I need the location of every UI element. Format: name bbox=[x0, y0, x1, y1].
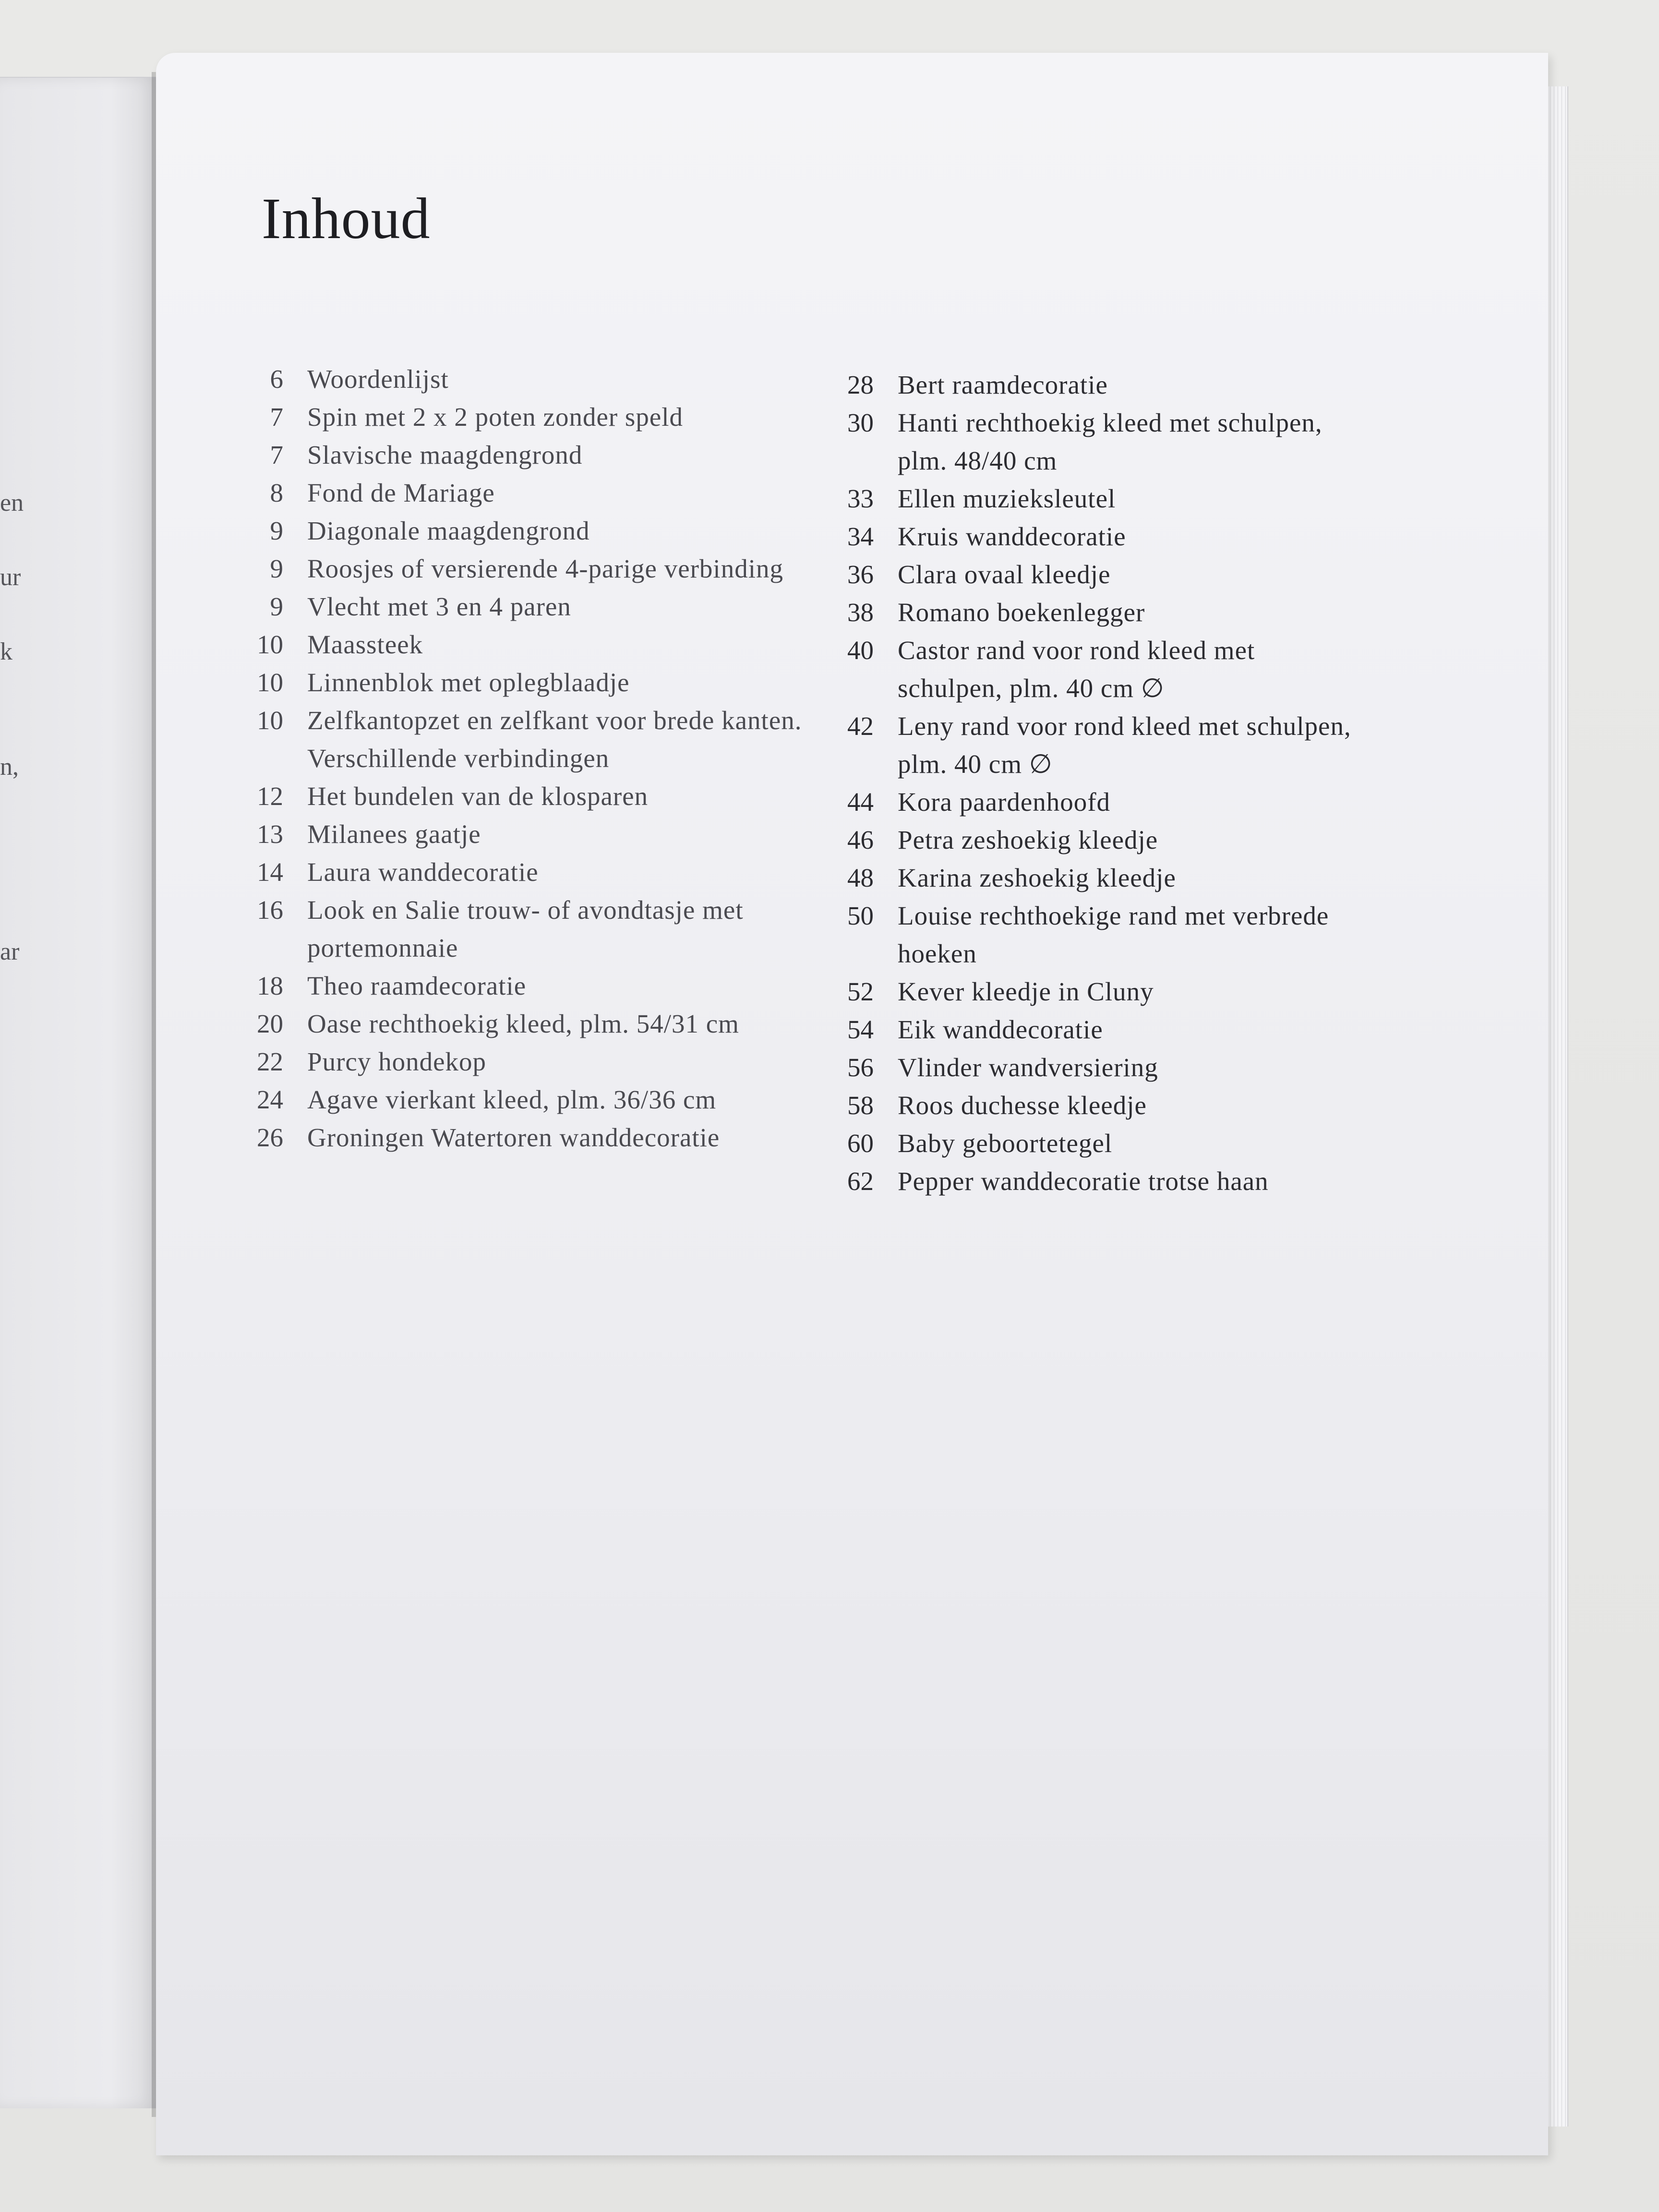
toc-entry-title: Ellen muzieksleutel bbox=[898, 484, 1116, 513]
toc-entry bbox=[226, 967, 826, 1005]
toc-entry-title: Laura wanddecoratie bbox=[307, 857, 539, 887]
page-title: Inhoud bbox=[262, 186, 431, 251]
toc-entry bbox=[816, 366, 1354, 404]
toc-entry-title: Fond de Mariage bbox=[307, 478, 495, 507]
toc-page-number: 30 bbox=[847, 408, 874, 437]
toc-page-number: 22 bbox=[257, 1047, 283, 1076]
toc-entry bbox=[226, 891, 826, 967]
toc-page-number: 56 bbox=[847, 1053, 874, 1082]
toc-entry bbox=[816, 897, 1354, 973]
toc-entry bbox=[226, 701, 826, 777]
toc-page-number: 28 bbox=[847, 370, 874, 399]
toc-entry-title: Bert raamdecoratie bbox=[898, 370, 1108, 399]
toc-entry-title: Groningen Watertoren wanddecoratie bbox=[307, 1123, 720, 1152]
toc-entry bbox=[816, 821, 1354, 859]
toc-entry bbox=[816, 859, 1354, 897]
toc-entry bbox=[816, 1124, 1354, 1162]
toc-entry bbox=[226, 550, 826, 588]
toc-entry bbox=[816, 1086, 1354, 1124]
toc-entry-title: Kruis wanddecoratie bbox=[898, 522, 1126, 551]
toc-entry bbox=[226, 853, 826, 891]
toc-entry bbox=[816, 1162, 1354, 1200]
toc-entry bbox=[816, 555, 1354, 593]
toc-entry bbox=[226, 625, 826, 663]
left-page bbox=[0, 77, 158, 2108]
toc-entry-title: Het bundelen van de klosparen bbox=[307, 781, 649, 811]
toc-page-number: 46 bbox=[847, 825, 874, 854]
toc-entry bbox=[816, 404, 1354, 480]
toc-page-number: 10 bbox=[257, 668, 283, 697]
toc-entry-title: Woordenlijst bbox=[307, 364, 449, 394]
left-page-fragment: ur bbox=[0, 564, 21, 591]
toc-page-number: 60 bbox=[847, 1129, 874, 1158]
toc-entry bbox=[816, 517, 1354, 555]
toc-entry bbox=[226, 360, 826, 398]
toc-entry-title: Romano boekenlegger bbox=[898, 598, 1145, 627]
toc-entry-title: Karina zeshoekig kleedje bbox=[898, 863, 1176, 892]
toc-page-number: 40 bbox=[847, 636, 874, 665]
toc-entry bbox=[816, 783, 1354, 821]
toc-page-number: 58 bbox=[847, 1091, 874, 1120]
left-page-fragment: n, bbox=[0, 753, 19, 781]
toc-page-number: 42 bbox=[847, 711, 874, 741]
toc-page-number: 26 bbox=[257, 1123, 283, 1152]
toc-entry-title: Agave vierkant kleed, plm. 36/36 cm bbox=[307, 1085, 717, 1114]
toc-entry-title: Hanti rechthoekig kleed met schulpen, plm. 48/40 cm bbox=[898, 408, 1322, 475]
toc-page-number: 6 bbox=[270, 364, 283, 394]
toc-page-number: 50 bbox=[847, 901, 874, 930]
left-page-fragment: en bbox=[0, 489, 24, 517]
toc-page-number: 34 bbox=[847, 522, 874, 551]
toc-entry-title: Roosjes of versierende 4-parige verbinding bbox=[307, 554, 783, 583]
toc-page-number: 62 bbox=[847, 1166, 874, 1196]
toc-page-number: 54 bbox=[847, 1015, 874, 1044]
toc-entry bbox=[816, 1048, 1354, 1086]
toc-entry bbox=[226, 777, 826, 815]
toc-entry-title: Linnenblok met oplegblaadje bbox=[307, 668, 630, 697]
toc-page-number: 36 bbox=[847, 560, 874, 589]
toc-entry bbox=[226, 1043, 826, 1081]
toc-entry-title: Spin met 2 x 2 poten zonder speld bbox=[307, 402, 684, 432]
toc-entry bbox=[226, 588, 826, 625]
toc-entry bbox=[226, 398, 826, 436]
toc-entry bbox=[226, 512, 826, 550]
toc-entry bbox=[816, 707, 1354, 783]
toc-entry-title: Look en Salie trouw- of avondtasje met portemonnaie bbox=[307, 895, 744, 962]
toc-page-number: 16 bbox=[257, 895, 283, 925]
toc-page-number: 38 bbox=[847, 598, 874, 627]
toc-entry-title: Maassteek bbox=[307, 630, 423, 659]
toc-page-number: 33 bbox=[847, 484, 874, 513]
toc-page-number: 12 bbox=[257, 781, 283, 811]
toc-entry-title: Zelfkantopzet en zelfkant voor brede kanten. Verschillende verbindingen bbox=[307, 706, 802, 773]
toc-entry bbox=[226, 1118, 826, 1156]
left-page-fragment: k bbox=[0, 638, 12, 665]
toc-page-number: 24 bbox=[257, 1085, 283, 1114]
toc-page-number: 9 bbox=[270, 592, 283, 621]
toc-entry-title: Oase rechthoekig kleed, plm. 54/31 cm bbox=[307, 1009, 739, 1038]
toc-entry-title: Pepper wanddecoratie trotse haan bbox=[898, 1166, 1269, 1196]
toc-entry-title: Vlecht met 3 en 4 paren bbox=[307, 592, 571, 621]
toc-page-number: 14 bbox=[257, 857, 283, 887]
toc-entry-title: Baby geboortetegel bbox=[898, 1129, 1113, 1158]
toc-page-number: 18 bbox=[257, 971, 283, 1000]
toc-entry-title: Diagonale maagdengrond bbox=[307, 516, 590, 545]
toc-entry-title: Roos duchesse kleedje bbox=[898, 1091, 1147, 1120]
toc-page-number: 8 bbox=[270, 478, 283, 507]
toc-entry-title: Castor rand voor rond kleed met schulpen, plm. 40 cm ∅ bbox=[898, 636, 1255, 703]
toc-entry-title: Leny rand voor rond kleed met schulpen, plm. 40 cm ∅ bbox=[898, 711, 1351, 779]
toc-entry bbox=[816, 631, 1354, 707]
toc-entry-title: Kever kleedje in Cluny bbox=[898, 977, 1154, 1006]
toc-entry-title: Milanees gaatje bbox=[307, 819, 481, 849]
toc-page-number: 48 bbox=[847, 863, 874, 892]
toc-page-number: 10 bbox=[257, 706, 283, 735]
toc-page-number: 20 bbox=[257, 1009, 283, 1038]
toc-entry bbox=[816, 480, 1354, 517]
toc-entry bbox=[816, 1010, 1354, 1048]
toc-page-number: 9 bbox=[270, 554, 283, 583]
toc-page-number: 7 bbox=[270, 440, 283, 469]
toc-page-number: 52 bbox=[847, 977, 874, 1006]
toc-page-number: 10 bbox=[257, 630, 283, 659]
toc-entry bbox=[226, 1005, 826, 1043]
toc-entry bbox=[816, 973, 1354, 1010]
toc-entry bbox=[226, 474, 826, 512]
toc-entry-title: Petra zeshoekig kleedje bbox=[898, 825, 1158, 854]
toc-entry bbox=[816, 593, 1354, 631]
toc-entry-title: Kora paardenhoofd bbox=[898, 787, 1111, 817]
toc-entry-title: Eik wanddecoratie bbox=[898, 1015, 1103, 1044]
toc-entry-title: Purcy hondekop bbox=[307, 1047, 486, 1076]
toc-page-number: 9 bbox=[270, 516, 283, 545]
toc-page-number: 44 bbox=[847, 787, 874, 817]
toc-entry bbox=[226, 815, 826, 853]
toc-entry bbox=[226, 436, 826, 474]
toc-entry bbox=[226, 1081, 826, 1118]
toc-page-number: 7 bbox=[270, 402, 283, 432]
left-page-fragment: ar bbox=[0, 938, 20, 965]
toc-entry-title: Louise rechthoekige rand met verbrede hoeken bbox=[898, 901, 1329, 968]
toc-entry-title: Vlinder wandversiering bbox=[898, 1053, 1158, 1082]
toc-column-left bbox=[226, 360, 826, 1156]
toc-entry-title: Clara ovaal kleedje bbox=[898, 560, 1111, 589]
toc-entry-title: Slavische maagdengrond bbox=[307, 440, 583, 469]
toc-entry-title: Theo raamdecoratie bbox=[307, 971, 527, 1000]
toc-entry bbox=[226, 663, 826, 701]
toc-column-right bbox=[816, 366, 1354, 1200]
toc-page-number: 13 bbox=[257, 819, 283, 849]
